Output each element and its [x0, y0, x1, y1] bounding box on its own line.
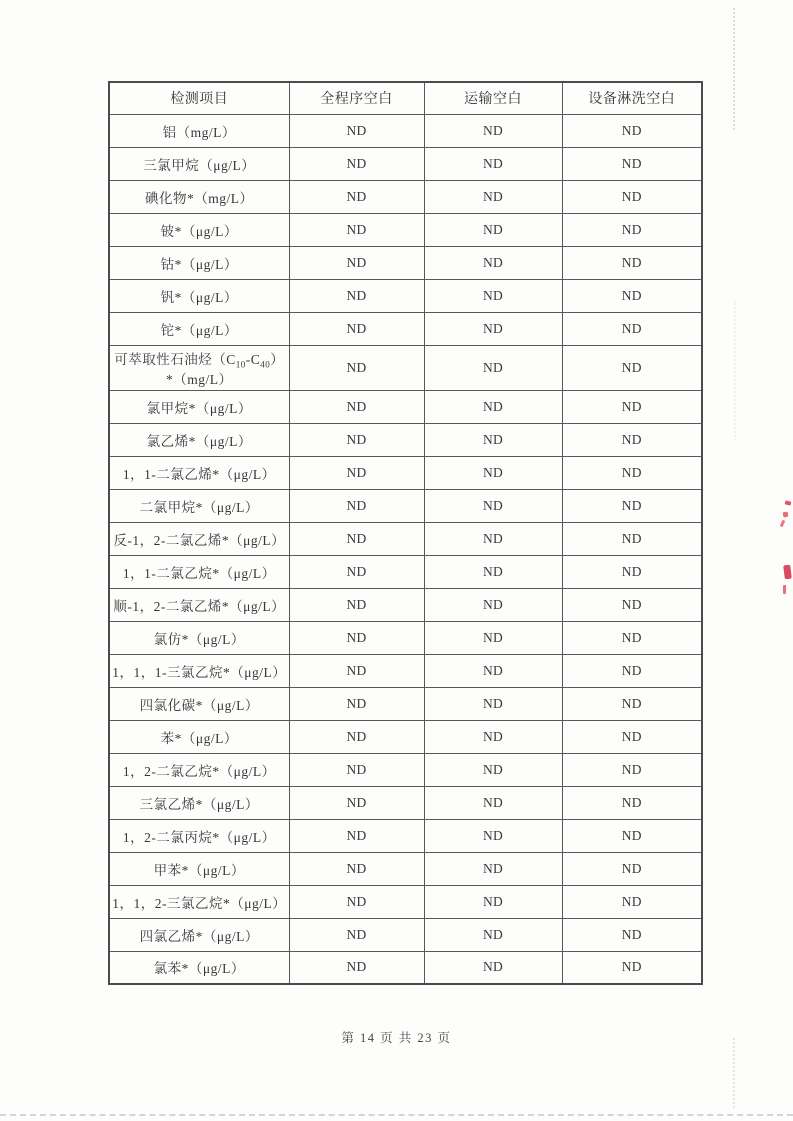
- item-label: 铝（mg/L）: [109, 114, 289, 147]
- table-row: [109, 555, 702, 588]
- table-row: [109, 753, 702, 786]
- value-cell: ND: [562, 279, 702, 312]
- value-cell: ND: [424, 720, 562, 753]
- table-row: [109, 588, 702, 621]
- red-pen-mark: [783, 565, 792, 580]
- item-label: 氯乙烯*（μg/L）: [109, 423, 289, 456]
- table-row: [109, 951, 702, 984]
- item-label: 碘化物*（mg/L）: [109, 180, 289, 213]
- value-cell: ND: [289, 819, 424, 852]
- value-cell: ND: [289, 852, 424, 885]
- table-row: [109, 114, 702, 147]
- table-row: [109, 312, 702, 345]
- value-cell: ND: [562, 786, 702, 819]
- value-cell: ND: [424, 456, 562, 489]
- item-label: 三氯甲烷（μg/L）: [109, 147, 289, 180]
- value-cell: ND: [562, 213, 702, 246]
- item-label: 铊*（μg/L）: [109, 312, 289, 345]
- value-cell: ND: [562, 687, 702, 720]
- value-cell: ND: [289, 147, 424, 180]
- value-cell: ND: [289, 720, 424, 753]
- value-cell: ND: [289, 654, 424, 687]
- item-label: 氯苯*（μg/L）: [109, 951, 289, 984]
- value-cell: ND: [289, 588, 424, 621]
- value-cell: ND: [424, 852, 562, 885]
- value-cell: ND: [424, 114, 562, 147]
- value-cell: ND: [289, 180, 424, 213]
- value-cell: ND: [289, 114, 424, 147]
- value-cell: ND: [289, 885, 424, 918]
- value-cell: ND: [424, 180, 562, 213]
- value-cell: ND: [562, 654, 702, 687]
- column-header-transport-blank: 运输空白: [424, 82, 562, 114]
- table-row: [109, 786, 702, 819]
- red-pen-mark: [783, 512, 789, 518]
- table-row: [109, 489, 702, 522]
- value-cell: ND: [289, 489, 424, 522]
- table-row: [109, 885, 702, 918]
- value-cell: ND: [562, 621, 702, 654]
- value-cell: ND: [562, 819, 702, 852]
- value-cell: ND: [562, 312, 702, 345]
- value-cell: ND: [562, 918, 702, 951]
- item-label: 四氯乙烯*（μg/L）: [109, 918, 289, 951]
- value-cell: ND: [562, 246, 702, 279]
- value-cell: ND: [562, 588, 702, 621]
- value-cell: ND: [562, 951, 702, 984]
- value-cell: ND: [424, 390, 562, 423]
- column-header-test-item: 检测项目: [109, 82, 289, 114]
- value-cell: ND: [289, 918, 424, 951]
- value-cell: ND: [424, 147, 562, 180]
- value-cell: ND: [562, 753, 702, 786]
- item-label: 1，1-二氯乙烯*（μg/L）: [109, 456, 289, 489]
- value-cell: ND: [562, 522, 702, 555]
- value-cell: ND: [562, 423, 702, 456]
- value-cell: ND: [562, 180, 702, 213]
- value-cell: ND: [562, 489, 702, 522]
- value-cell: ND: [424, 621, 562, 654]
- value-cell: ND: [562, 885, 702, 918]
- value-cell: ND: [289, 213, 424, 246]
- column-header-procedure-blank: 全程序空白: [289, 82, 424, 114]
- table-row: [109, 246, 702, 279]
- value-cell: ND: [289, 687, 424, 720]
- value-cell: ND: [562, 147, 702, 180]
- page-number: 第 14 页 共 23 页: [341, 1031, 452, 1045]
- item-label: 氯甲烷*（μg/L）: [109, 390, 289, 423]
- item-label: 钴*（μg/L）: [109, 246, 289, 279]
- item-label: 反-1，2-二氯乙烯*（μg/L）: [109, 522, 289, 555]
- table-row: [109, 522, 702, 555]
- value-cell: ND: [289, 279, 424, 312]
- value-cell: ND: [424, 885, 562, 918]
- table-row: [109, 213, 702, 246]
- value-cell: ND: [289, 753, 424, 786]
- value-cell: ND: [289, 456, 424, 489]
- item-label: 1，2-二氯乙烷*（μg/L）: [109, 753, 289, 786]
- value-cell: ND: [424, 588, 562, 621]
- blank-sample-table: [108, 81, 703, 985]
- value-cell: ND: [424, 918, 562, 951]
- table-row: [109, 423, 702, 456]
- value-cell: ND: [424, 279, 562, 312]
- column-header-equipment-rinse-blank: 设备淋洗空白: [562, 82, 702, 114]
- item-label: 三氯乙烯*（μg/L）: [109, 786, 289, 819]
- item-label: 钒*（μg/L）: [109, 279, 289, 312]
- item-label: 甲苯*（μg/L）: [109, 852, 289, 885]
- table-row: [109, 180, 702, 213]
- value-cell: ND: [424, 423, 562, 456]
- value-cell: ND: [289, 522, 424, 555]
- table-row: [109, 279, 702, 312]
- value-cell: ND: [562, 390, 702, 423]
- item-label: 二氯甲烷*（μg/L）: [109, 489, 289, 522]
- value-cell: ND: [424, 522, 562, 555]
- value-cell: ND: [289, 951, 424, 984]
- value-cell: ND: [424, 687, 562, 720]
- value-cell: ND: [424, 246, 562, 279]
- value-cell: ND: [562, 345, 702, 390]
- item-label: 苯*（μg/L）: [109, 720, 289, 753]
- item-label: 顺-1，2-二氯乙烯*（μg/L）: [109, 588, 289, 621]
- table-row: [109, 621, 702, 654]
- item-label: 1，2-二氯丙烷*（μg/L）: [109, 819, 289, 852]
- value-cell: ND: [562, 555, 702, 588]
- value-cell: ND: [289, 423, 424, 456]
- table-row: [109, 687, 702, 720]
- table-row: [109, 390, 702, 423]
- table-row: [109, 819, 702, 852]
- value-cell: ND: [562, 720, 702, 753]
- value-cell: ND: [562, 114, 702, 147]
- item-label: 可萃取性石油烃$(C_{10}-C_{40})$ *（mg/L）: [109, 345, 289, 390]
- scan-bottom-edge-line: [0, 1114, 793, 1116]
- value-cell: ND: [289, 555, 424, 588]
- value-cell: ND: [289, 345, 424, 390]
- item-label: 1，1，2-三氯乙烷*（μg/L）: [109, 885, 289, 918]
- item-label: 四氯化碳*（μg/L）: [109, 687, 289, 720]
- value-cell: ND: [289, 786, 424, 819]
- scan-speckle-line-bottom: [733, 1038, 735, 1108]
- red-pen-mark: [780, 520, 786, 528]
- value-cell: ND: [289, 621, 424, 654]
- value-cell: ND: [562, 456, 702, 489]
- value-cell: ND: [424, 753, 562, 786]
- value-cell: ND: [424, 489, 562, 522]
- scan-speckle-line-top: [733, 8, 735, 130]
- value-cell: ND: [424, 819, 562, 852]
- table-row: [109, 918, 702, 951]
- red-pen-mark: [785, 500, 792, 505]
- value-cell: ND: [289, 312, 424, 345]
- table-row: [109, 654, 702, 687]
- table-row: [109, 345, 702, 390]
- value-cell: ND: [562, 852, 702, 885]
- item-label: 1，1，1-三氯乙烷*（μg/L）: [109, 654, 289, 687]
- item-label: 1，1-二氯乙烷*（μg/L）: [109, 555, 289, 588]
- blank-table-body: [109, 114, 702, 984]
- value-cell: ND: [424, 951, 562, 984]
- value-cell: ND: [424, 654, 562, 687]
- value-cell: ND: [424, 786, 562, 819]
- table-row: [109, 456, 702, 489]
- value-cell: ND: [424, 345, 562, 390]
- item-label: 氯仿*（μg/L）: [109, 621, 289, 654]
- table-row: [109, 852, 702, 885]
- red-pen-mark: [783, 585, 786, 594]
- value-cell: ND: [289, 246, 424, 279]
- value-cell: ND: [424, 555, 562, 588]
- value-cell: ND: [424, 312, 562, 345]
- table-row: [109, 720, 702, 753]
- value-cell: ND: [424, 213, 562, 246]
- value-cell: ND: [289, 390, 424, 423]
- table-row: [109, 147, 702, 180]
- scan-speckle-line-middle: [734, 300, 736, 440]
- item-label: 铍*（μg/L）: [109, 213, 289, 246]
- table-header-row: [109, 82, 702, 114]
